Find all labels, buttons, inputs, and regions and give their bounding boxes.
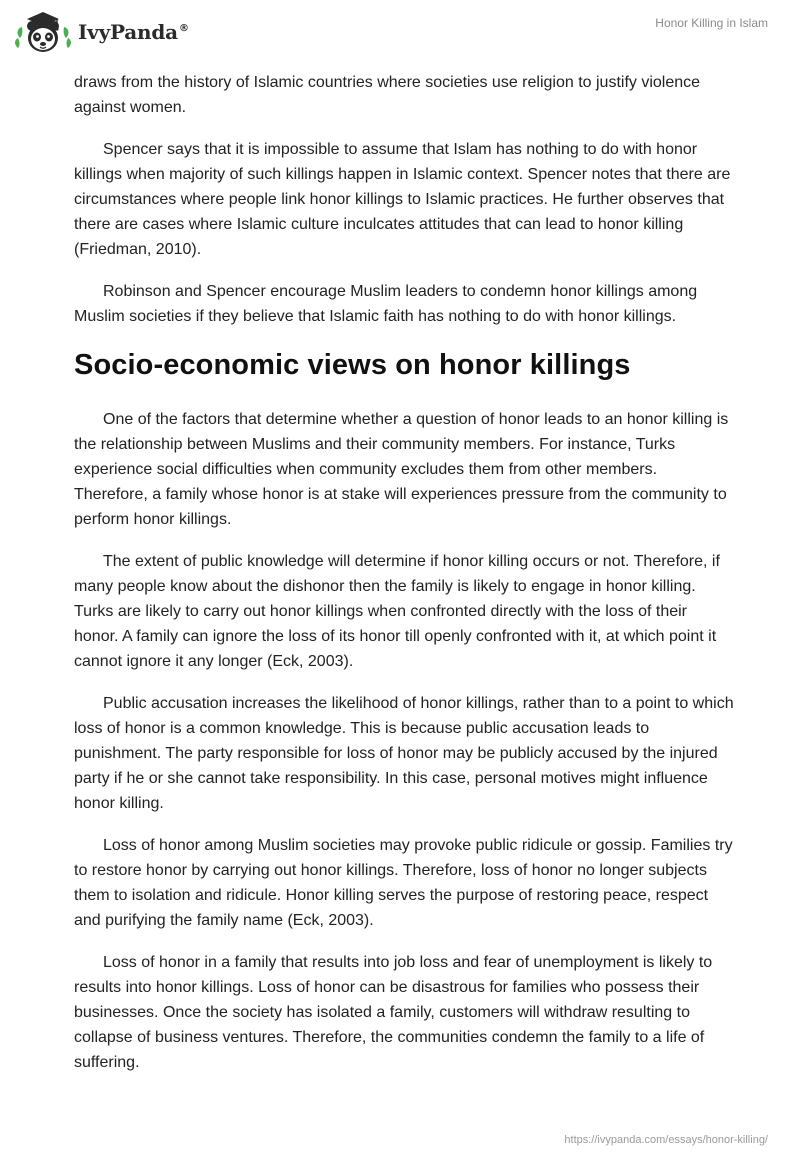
logo-wordmark — [78, 20, 189, 44]
section-heading: Socio-economic views on honor killings — [74, 349, 631, 381]
running-title: Honor Killing in Islam — [655, 16, 768, 30]
paragraph: Robinson and Spencer encourage Muslim leaders to condemn honor killings among Muslim societies if they believe that Islamic faith has nothing to do with honor killings. — [74, 283, 698, 325]
registered-mark: ® — [178, 23, 189, 35]
panda-graduate-icon — [14, 8, 72, 56]
paragraph: Public accusation increases the likelihood of honor killings, rather than to a point to which loss of honor is a common knowledge. This is because public accusation leads to punishment. The party responsible for loss of honor may be publicly accused by the injured party if he or she cannot take responsibility. In this case, personal motives might influence honor killing. — [74, 695, 734, 812]
paragraph: Loss of honor among Muslim societies may provoke public ridicule or gossip. Families try to restore honor by carrying out honor killings. Therefore, loss of honor no longer subjects them to isolation and ridicule. Honor killing serves the purpose of restoring peace, respect and purifying the family name (Eck, 2003). — [74, 837, 733, 929]
essay-body — [74, 70, 734, 1092]
paragraph: Loss of honor in a family that results into job loss and fear of unemployment is likely to results into honor killings. Loss of honor can be disastrous for families who possess their businesses. Once the society has isolated a family, customers will withdraw resulting to collapse of business ventures. Therefore, the communities condemn the family to a life of suffering. — [74, 954, 713, 1071]
paragraph: The extent of public knowledge will determine if honor killing occurs or not. Therefore, if many people know about the dishonor then the family is likely to engage in honor killing. Turks are likely to carry out honor killings when confronted directly with the loss of their honor. A family can ignore the loss of its honor till openly confronted with it, at which point it cannot ignore it any longer (Eck, 2003). — [74, 553, 720, 670]
page-header — [0, 0, 800, 64]
paragraph: One of the factors that determine whether a question of honor leads to an honor killing is the relationship between Muslims and their community members. For instance, Turks experience social difficulties when community excludes them from other members. Therefore, a family whose honor is at stake will experiences pressure from the community to perform honor killings. — [74, 411, 729, 528]
ivypanda-logo[interactable] — [14, 8, 189, 56]
source-url[interactable]: https://ivypanda.com/essays/honor-killing/ — [564, 1134, 768, 1146]
logo-name: IvyPanda — [78, 20, 178, 44]
paragraph: Spencer says that it is impossible to assume that Islam has nothing to do with honor killings when majority of such killings happen in Islamic context. Spencer notes that there are circumstances where people link honor killings to Islamic practices. He further observes that there are cases where Islamic culture inculcates attitudes that can lead to honor killing (Friedman, 2010). — [74, 141, 731, 258]
paragraph: draws from the history of Islamic countries where societies use religion to justify violence against women. — [74, 74, 701, 116]
